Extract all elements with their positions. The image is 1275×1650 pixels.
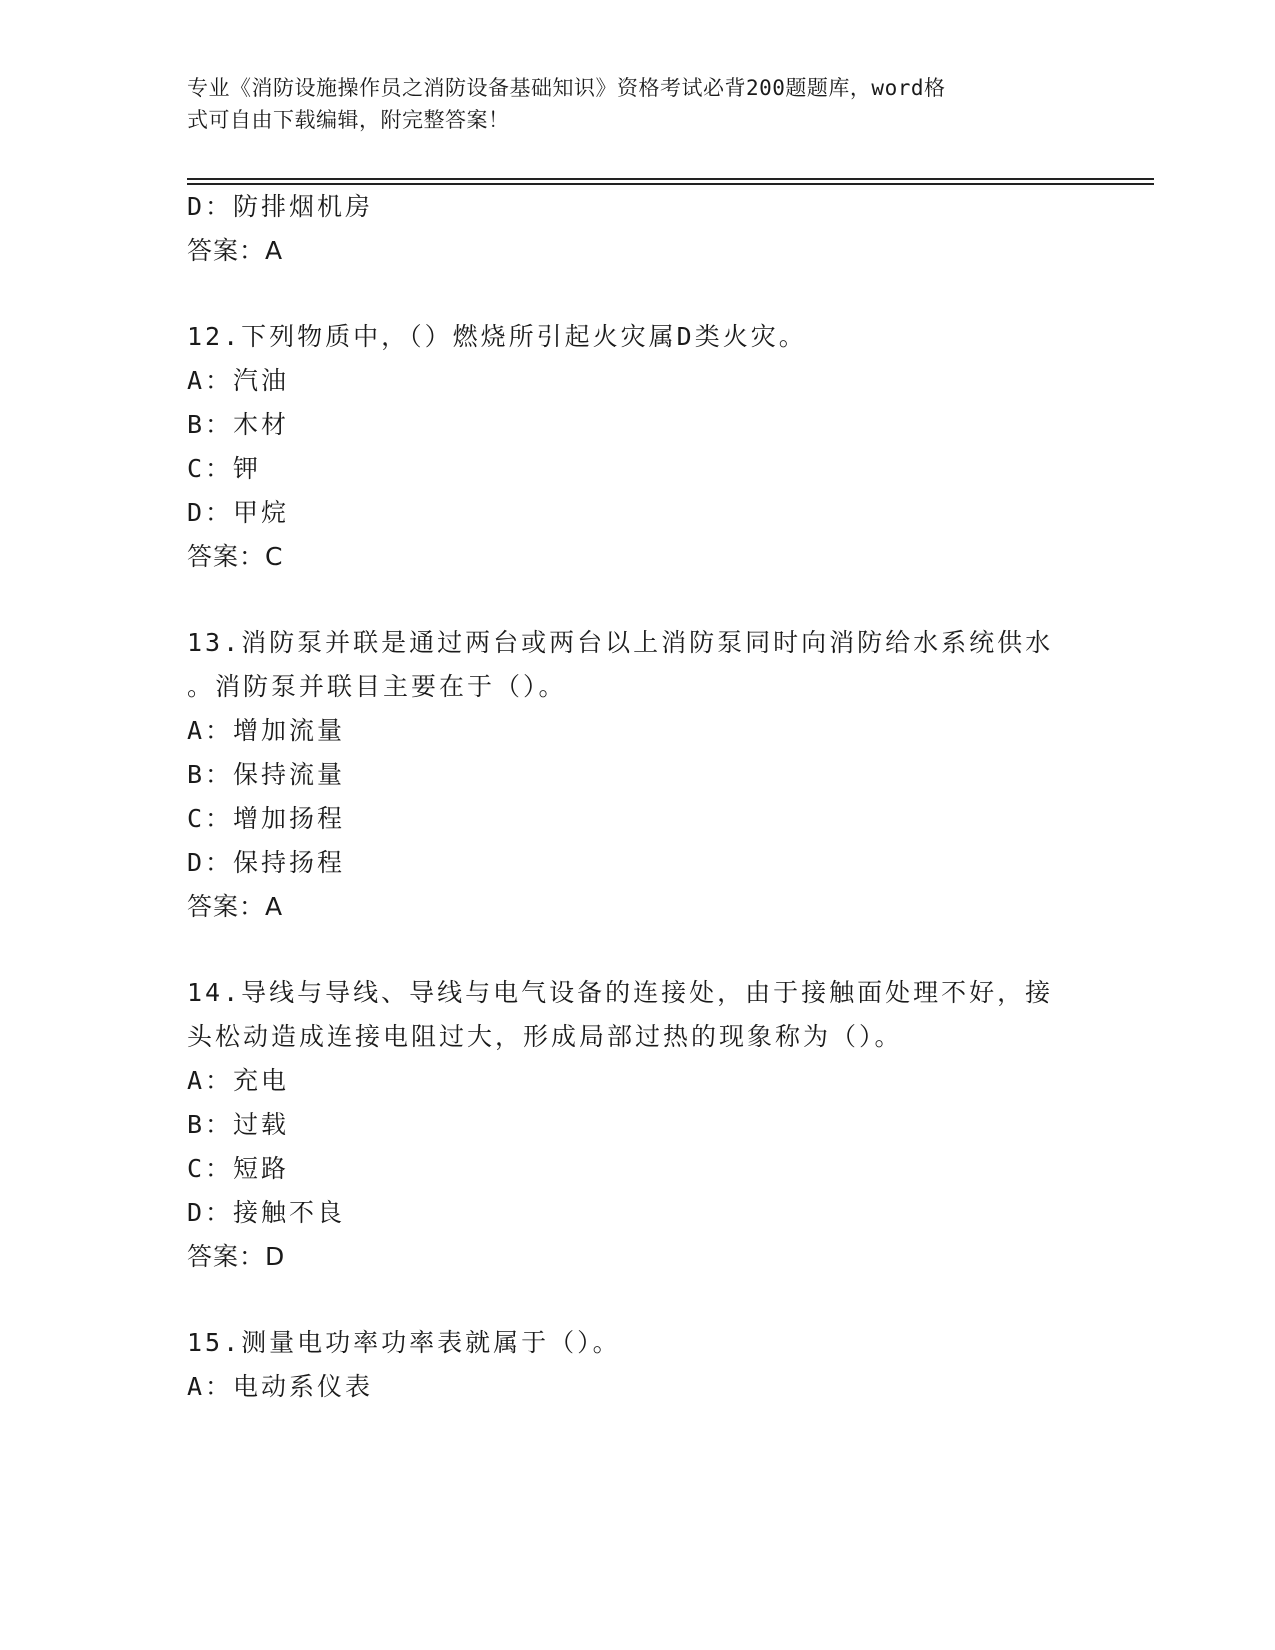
question-15-stem: 15.测量电功率功率表就属于（）。: [187, 1328, 621, 1357]
question-15-option-a: A：电动系仪表: [187, 1372, 374, 1401]
prev-answer: 答案：A: [187, 236, 284, 265]
question-12-option-a: A：汽油: [187, 366, 290, 395]
question-14-option-d: D：接触不良: [187, 1198, 346, 1227]
question-14-answer: 答案：D: [187, 1242, 286, 1271]
question-12-stem: 12.下列物质中，（）燃烧所引起火灾属D类火灾。: [187, 322, 807, 351]
question-14-stem-line-2: 头松动造成连接电阻过大，形成局部过热的现象称为（）。: [187, 1022, 903, 1051]
header-divider-top: [187, 178, 1154, 180]
question-13-stem-line-1: 13.消防泵并联是通过两台或两台以上消防泵同时向消防给水系统供水: [187, 628, 1054, 657]
header-line-1: 专业《消防设施操作员之消防设备基础知识》资格考试必背200题题库，word格: [187, 76, 946, 100]
question-13-option-b: B：保持流量: [187, 760, 346, 789]
question-13-option-d: D：保持扬程: [187, 848, 346, 877]
question-13-option-c: C：增加扬程: [187, 804, 346, 833]
question-14-option-a: A：充电: [187, 1066, 290, 1095]
question-12-option-c: C：钾: [187, 454, 262, 483]
question-12-answer: 答案：C: [187, 542, 284, 571]
question-13-option-a: A：增加流量: [187, 716, 346, 745]
question-14-stem-line-1: 14.导线与导线、导线与电气设备的连接处，由于接触面处理不好，接: [187, 978, 1054, 1007]
document-header: [187, 72, 1067, 136]
question-13-stem-line-2: 。消防泵并联目主要在于（）。: [187, 672, 567, 701]
prev-option-d: D：防排烟机房: [187, 192, 374, 221]
question-12-option-d: D：甲烷: [187, 498, 290, 527]
question-12-option-b: B：木材: [187, 410, 290, 439]
question-13-answer: 答案：A: [187, 892, 284, 921]
question-14-option-b: B：过载: [187, 1110, 290, 1139]
header-divider-bottom: [187, 183, 1154, 185]
header-line-2: 式可自由下载编辑，附完整答案！: [187, 108, 510, 132]
question-14-option-c: C：短路: [187, 1154, 290, 1183]
